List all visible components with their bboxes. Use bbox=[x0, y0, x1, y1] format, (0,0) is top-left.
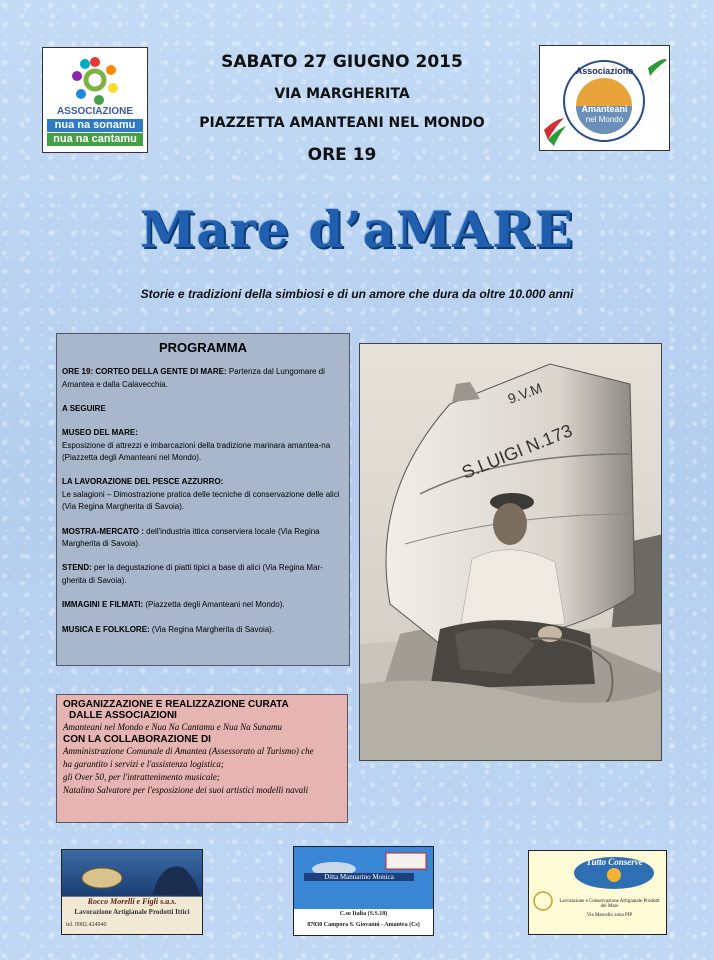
programma-item-label: MOSTRA-MERCATO : bbox=[62, 526, 144, 536]
programma-item-text: per la degustazione di piatti tipici a base di alici (Via Regina Mar-gherita di Savoia). bbox=[62, 563, 323, 585]
sponsor1-sub: Lavorazione Artigianale Prodotti Ittici bbox=[74, 908, 190, 916]
logo-left-line3: nua na cantamu bbox=[47, 133, 143, 146]
programma-item-text: Esposizione di attrezzi e imbarcazioni della tradizione marinara amantea-na (Piazzetta degli Amanteani nel Mondo). bbox=[62, 440, 331, 463]
programma-item-label: A SEGUIRE bbox=[62, 403, 106, 413]
event-time: ORE 19 bbox=[307, 145, 377, 165]
sponsor3-sub: Lavorazione e Conservazione Artigianale Prodotti del Mare bbox=[559, 899, 660, 909]
programma-item bbox=[62, 562, 344, 587]
programma-item bbox=[62, 599, 344, 611]
event-street: VIA MARGHERITA bbox=[274, 86, 410, 102]
programma-item bbox=[62, 403, 344, 415]
sponsor1-line: tel. 0982.424940 bbox=[66, 922, 107, 928]
programma-item-label: LA LAVORAZIONE DEL PESCE AZZURRO: bbox=[62, 477, 224, 487]
sponsor3-line: Via Marcello zona PIP bbox=[586, 913, 633, 918]
programma-item-text: Partenza dal Lungomare di Amantea e dalla Calavecchia. bbox=[62, 367, 325, 389]
programma-heading: PROGRAMMA bbox=[158, 340, 248, 355]
programma-item bbox=[62, 526, 344, 551]
sponsor1-name: Rocco Morelli e Figli s.a.s. bbox=[87, 897, 177, 906]
programma-item-label: IMMAGINI E FILMATI: bbox=[62, 600, 144, 610]
programma-item bbox=[62, 366, 344, 391]
logo-left-line1: ASSOCIAZIONE bbox=[56, 106, 134, 117]
programma-item-text: Le salagioni – Dimostrazione pratica delle tecniche di conservazione delle alici (Via Regina Margherita di Savoia). bbox=[62, 489, 340, 512]
sponsor-morelli bbox=[61, 849, 203, 935]
org-subheading: DALLE ASSOCIAZIONI bbox=[69, 710, 177, 721]
org-collab-line: gli Over 50, per l'intrattenimento musicale; bbox=[63, 772, 220, 783]
logo-left-line2: nua na sonamu bbox=[47, 119, 143, 132]
sponsor2-name: Ditta Mannarino Monica bbox=[304, 873, 414, 881]
event-place: PIAZZETTA AMANTEANI NEL MONDO bbox=[199, 115, 485, 131]
organization-box bbox=[56, 694, 348, 823]
event-subtitle: Storie e tradizioni della simbiosi e di un amore che dura da oltre 10.000 anni bbox=[140, 287, 574, 301]
programma-item-label: MUSEO DEL MARE: bbox=[62, 428, 138, 438]
programma-list bbox=[62, 366, 344, 636]
programma-item-text: (Piazzetta degli Amanteani nel Mondo). bbox=[143, 600, 285, 610]
org-heading: ORGANIZZAZIONE E REALIZZAZIONE CURATA bbox=[63, 699, 289, 710]
logo-nua-na-sonamu bbox=[42, 47, 148, 153]
org-collab-line: ha garantito i servizi e l'assistenza logistica; bbox=[63, 759, 224, 770]
logo-right-line3: nel Mondo bbox=[585, 115, 624, 124]
sponsor2-sub: C.so Italia (S.S.18) bbox=[339, 911, 388, 917]
programma-item-label: STEND: bbox=[62, 563, 92, 573]
programma-item bbox=[62, 427, 344, 464]
org-collaboration-heading: CON LA COLLABORAZIONE DI bbox=[63, 734, 211, 746]
programma-item bbox=[62, 624, 344, 636]
sponsor2-line: 87030 Campora S. Giovanni - Amantea (Cs) bbox=[307, 922, 420, 928]
fisherman-photo-image bbox=[360, 344, 662, 761]
programma-item-label: MUSICA E FOLKLORE: bbox=[62, 624, 150, 634]
globe-emblem-icon bbox=[540, 46, 669, 150]
programma-item-text: dell'industria ittica conserviera locale (Via Regina Margherita di Savoia). bbox=[62, 526, 320, 549]
programma-item bbox=[62, 476, 344, 513]
event-date: SABATO 27 GIUGNO 2015 bbox=[221, 52, 463, 72]
sponsor3-name: Tutto Conserve bbox=[586, 857, 643, 867]
fisherman-boat-photo bbox=[359, 343, 662, 761]
logo-amanteani-nel-mondo bbox=[539, 45, 670, 151]
programma-item-text: (Via Regina Margherita di Savoia). bbox=[149, 624, 275, 634]
boat-registration-2: S.LUIGI N.173 bbox=[459, 420, 576, 483]
event-title: Mare d’aMARE bbox=[140, 200, 574, 259]
org-collab-line: Natalino Salvatore per l'esposizione dei suoi artistici modelli navali bbox=[63, 785, 309, 796]
sponsor-mannarino bbox=[293, 846, 434, 936]
sponsor-tutto-conserve bbox=[528, 850, 667, 935]
org-associations: Amanteani nel Mondo e Nua Na Cantamu e Nua Na Sunamu bbox=[63, 722, 282, 732]
logo-right-line1: Associazione bbox=[575, 66, 634, 76]
boat-registration-1: 9.V.M bbox=[505, 379, 545, 407]
org-collab-line: Amministrazione Comunale di Amantea (Assessorato al Turismo) che bbox=[63, 746, 314, 757]
logo-right-line2: Amanteani bbox=[581, 104, 628, 114]
programma-item-label: ORE 19: CORTEO DELLA GENTE DI MARE: bbox=[62, 367, 227, 377]
programma-box bbox=[56, 333, 350, 666]
